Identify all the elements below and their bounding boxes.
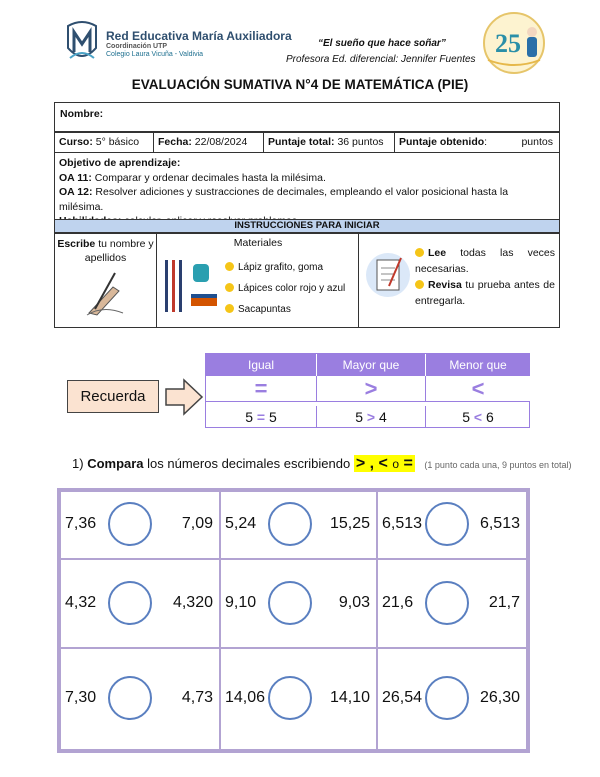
oa12-label: OA 12: — [59, 186, 93, 198]
course-label: Curso: — [59, 136, 93, 148]
answer-circle[interactable] — [425, 676, 469, 720]
right-number: 4,320 — [172, 594, 213, 611]
bullet-icon — [415, 248, 424, 257]
comparison-cell — [220, 559, 377, 648]
example-greater — [317, 406, 426, 428]
question-1 — [72, 455, 572, 473]
read-bold: Lee — [428, 247, 447, 259]
oa12-text: Resolver adiciones y sustracciones de decimales, empleando el valor posicional hasta la milésima. — [59, 186, 509, 213]
write-rest: tu nombre y apellidos — [84, 238, 154, 264]
steps-column — [359, 234, 559, 327]
school-logo — [62, 18, 302, 73]
right-number: 21,7 — [488, 594, 520, 611]
material-label: Sacapuntas — [238, 304, 291, 315]
left-number: 4,32 — [65, 594, 97, 611]
arrow-right-icon — [164, 378, 204, 416]
left-number: 14,06 — [225, 689, 266, 706]
materials-title: Materiales — [233, 237, 283, 249]
example-a: 5 — [462, 409, 471, 425]
comparison-cell — [60, 648, 220, 750]
course-cell — [54, 132, 154, 153]
example-a: 5 — [355, 409, 364, 425]
answer-circle[interactable] — [425, 502, 469, 546]
comparison-cell — [377, 648, 527, 750]
right-number: 26,30 — [479, 689, 520, 706]
header-greater: Mayor que — [317, 354, 426, 376]
objectives-box — [54, 152, 560, 220]
right-number: 4,73 — [181, 689, 213, 706]
school-supplies-icon — [163, 256, 221, 316]
date-cell — [153, 132, 264, 153]
date-label: Fecha: — [158, 136, 192, 148]
right-number: 7,09 — [181, 515, 213, 532]
bullet-icon — [415, 280, 424, 289]
comparison-cell — [377, 491, 527, 559]
question-verb: Compara — [87, 456, 144, 471]
left-number: 7,30 — [65, 689, 97, 706]
answer-circle[interactable] — [108, 676, 152, 720]
question-points: (1 punto cada una, 9 puntos en total) — [424, 460, 572, 470]
example-b: 6 — [485, 409, 494, 425]
date-value: 22/08/2024 — [194, 136, 248, 148]
page-title: EVALUACIÓN SUMATIVA N°4 DE MATEMÁTICA (PIE) — [131, 77, 469, 92]
checklist-icon — [363, 252, 413, 298]
comparison-cell — [60, 559, 220, 648]
oa11-label: OA 11: — [59, 171, 92, 184]
comparison-cell — [220, 491, 377, 559]
answer-circle[interactable] — [268, 581, 312, 625]
comparison-cell — [377, 559, 527, 648]
oa11-text: Comparar y ordenar decimales hasta la milésima. — [94, 171, 326, 184]
left-number: 6,513 — [382, 515, 423, 532]
header-less: Menor que — [426, 354, 530, 376]
equal-text: = — [403, 455, 413, 472]
obtained-score-label: Puntaje obtenido — [399, 136, 485, 148]
anniversary-badge-icon — [478, 10, 550, 76]
example-a: 5 — [245, 409, 254, 425]
left-number: 9,10 — [225, 594, 257, 611]
answer-circle[interactable] — [268, 676, 312, 720]
example-b: 5 — [268, 409, 277, 425]
comparison-table — [205, 353, 530, 428]
question-number: 1) — [72, 456, 84, 471]
institution-name: Red Educativa María Auxiliadora — [106, 29, 292, 43]
right-number: 15,25 — [329, 515, 370, 532]
bullet-icon — [225, 283, 234, 292]
right-number: 6,513 — [479, 515, 520, 532]
example-b: 4 — [378, 409, 387, 425]
comparison-cell — [60, 491, 220, 559]
check-bold: Revisa — [428, 279, 462, 291]
total-score-value: 36 puntos — [337, 136, 384, 148]
write-name-column — [55, 234, 157, 327]
comparison-grid — [57, 488, 530, 753]
materials-column — [157, 234, 359, 327]
school-name: Colegio Laura Vicuña - Valdivia — [106, 50, 204, 58]
objectives-heading: Objetivo de aprendizaje: — [59, 157, 181, 169]
right-number: 14,10 — [329, 689, 370, 706]
material-label: Lápiz grafito, goma — [238, 262, 324, 273]
instructions-heading: INSTRUCCIONES PARA INICIAR — [54, 219, 560, 233]
total-score-label: Puntaje total: — [268, 136, 335, 148]
check-rest: tu prueba antes de entregarla. — [415, 279, 555, 307]
answer-circle[interactable] — [268, 502, 312, 546]
symbol-greater: > — [317, 376, 426, 402]
motto: “El sueño que hace soñar” — [318, 38, 446, 49]
comparison-cell — [220, 648, 377, 750]
instructions-box — [54, 233, 560, 328]
material-item — [225, 262, 323, 273]
left-number: 5,24 — [225, 515, 257, 532]
connector-text: o — [392, 457, 399, 471]
symbol-less: < — [426, 376, 530, 402]
read-step — [415, 245, 555, 277]
obtained-score-unit: puntos — [521, 136, 553, 148]
name-label: Nombre: — [60, 108, 104, 120]
writing-hand-icon — [83, 269, 129, 319]
question-text: los números decimales escribiendo — [143, 456, 354, 471]
material-item — [225, 304, 291, 315]
example-sym: > — [366, 409, 376, 425]
obtained-score-cell[interactable]: Puntaje obtenido: puntos — [394, 132, 560, 153]
header-equal: Igual — [206, 354, 317, 376]
symbols-text: > , < — [355, 455, 388, 472]
badge-number: 25 — [495, 29, 521, 58]
answer-circle[interactable] — [108, 502, 152, 546]
right-number: 9,03 — [338, 594, 370, 611]
name-row[interactable] — [54, 102, 560, 132]
network-logo-icon — [62, 18, 102, 68]
symbol-equal: = — [206, 376, 317, 402]
answer-circle[interactable] — [108, 581, 152, 625]
unit-name: Coordinación UTP — [106, 43, 168, 51]
example-less — [426, 406, 530, 428]
material-item — [225, 283, 345, 294]
check-step — [415, 277, 555, 309]
left-number: 21,6 — [382, 594, 414, 611]
left-number: 26,54 — [382, 689, 423, 706]
example-equal — [206, 406, 317, 428]
example-sym: = — [256, 409, 266, 425]
left-number: 7,36 — [65, 515, 97, 532]
write-bold: Escribe — [57, 238, 96, 250]
teacher-line: Profesora Ed. diferencial: Jennifer Fuentes — [286, 54, 476, 65]
bullet-icon — [225, 262, 234, 271]
answer-circle[interactable] — [425, 581, 469, 625]
read-rest: todas las veces necesarias. — [415, 247, 555, 275]
bullet-icon — [225, 304, 234, 313]
example-sym: < — [473, 409, 483, 425]
total-score-cell — [263, 132, 395, 153]
question-symbols — [354, 455, 415, 472]
material-label: Lápices color rojo y azul — [238, 283, 346, 294]
course-value: 5° básico — [95, 136, 140, 148]
recuerda-label: Recuerda — [67, 380, 159, 413]
